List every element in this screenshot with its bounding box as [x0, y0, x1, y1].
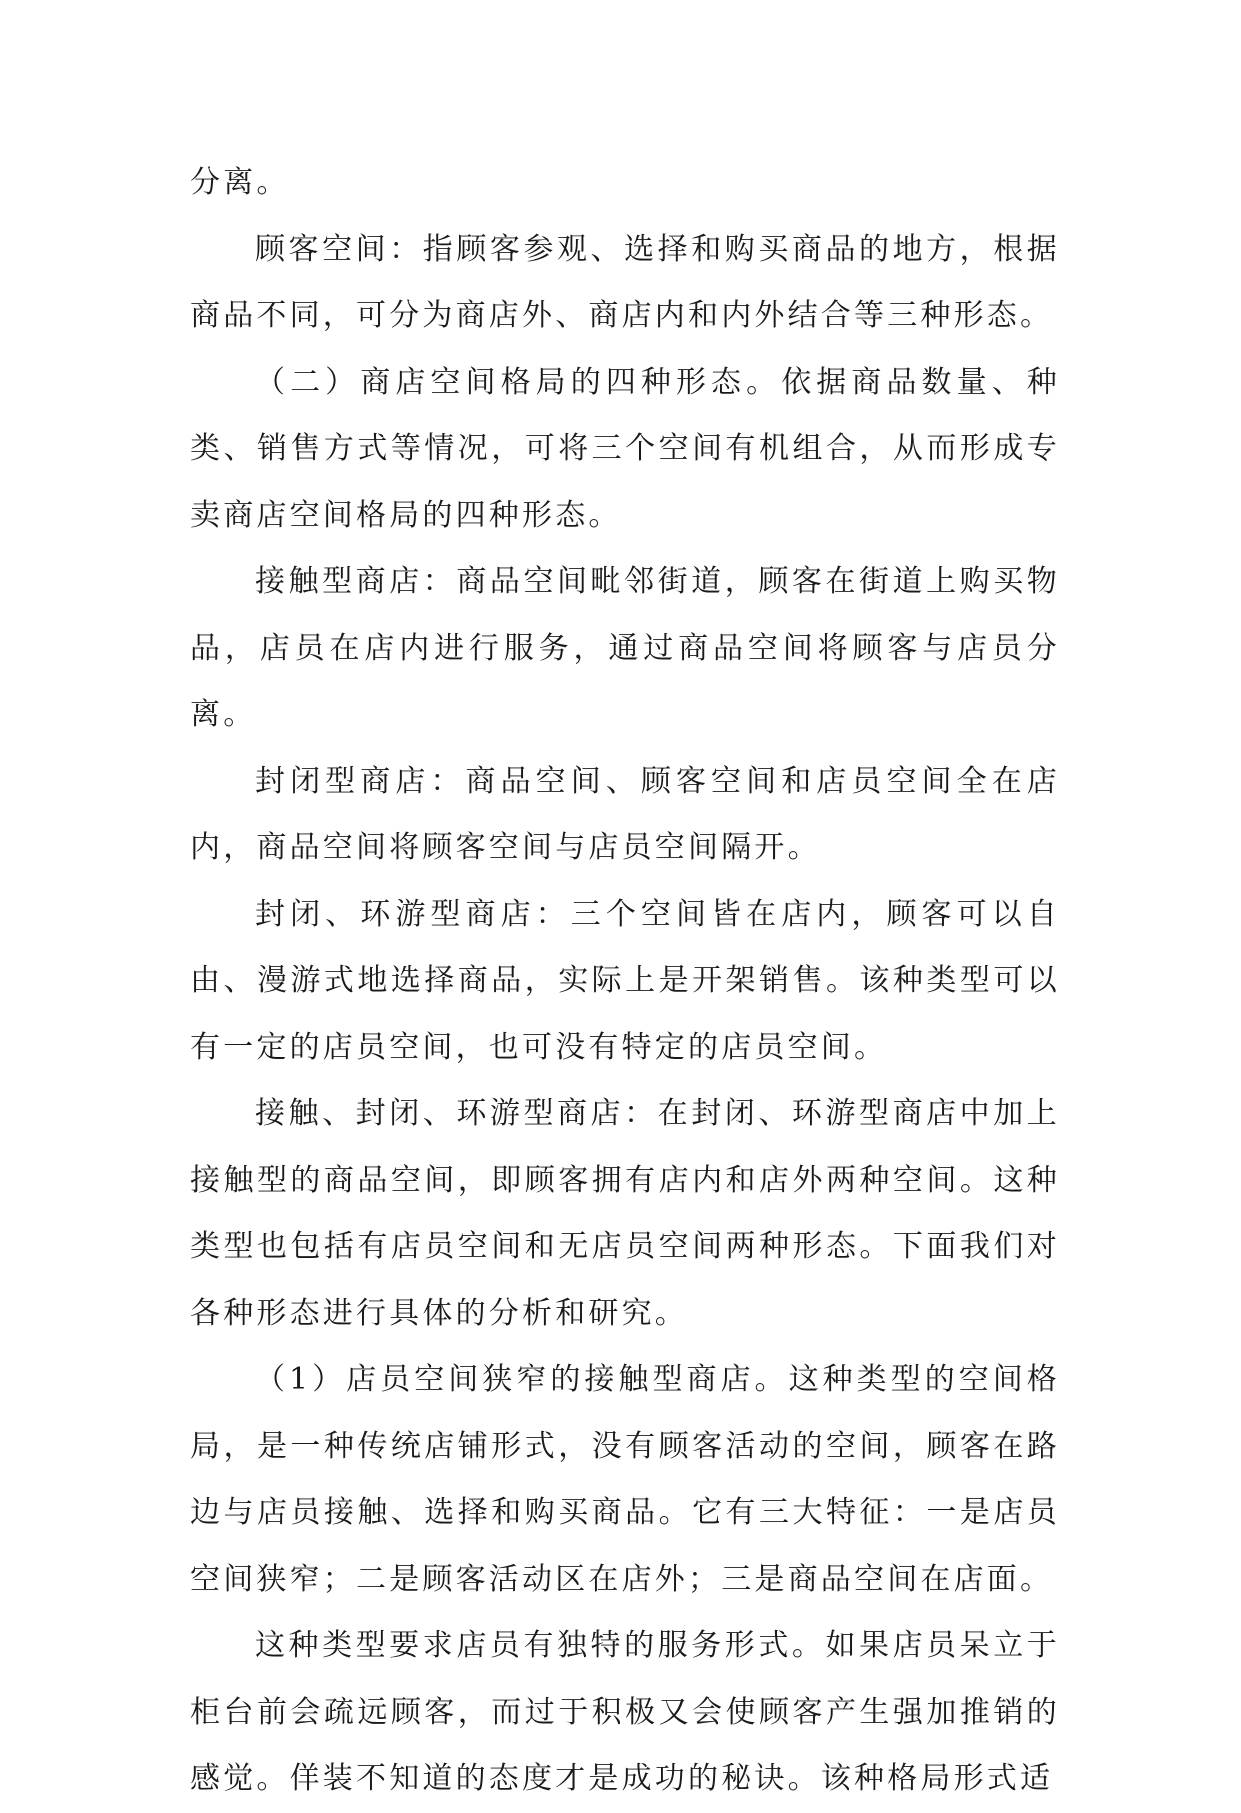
- paragraph: 这种类型要求店员有独特的服务形式。如果店员呆立于柜台前会疏远顾客，而过于积极又会使顾客产生强加推销的感觉。佯装不知道的态度才是成功的秘诀。该种格局形式适: [190, 1628, 1060, 1796]
- paragraph: 封闭型商店：商品空间、顾客空间和店员空间全在店内，商品空间将顾客空间与店员空间隔开。: [190, 763, 1060, 865]
- body-text: [190, 150, 1060, 1813]
- paragraph: （1）店员空间狭窄的接触型商店。这种类型的空间格局，是一种传统店铺形式，没有顾客活动的空间，顾客在路边与店员接触、选择和购买商品。它有三大特征：一是店员空间狭窄；二是顾客活动区在店外；三是商品空间在店面。: [190, 1362, 1060, 1597]
- paragraph: 接触型商店：商品空间毗邻街道，顾客在街道上购买物品，店员在店内进行服务，通过商品空间将顾客与店员分离。: [190, 564, 1060, 732]
- paragraph: 接触、封闭、环游型商店：在封闭、环游型商店中加上接触型的商品空间，即顾客拥有店内和店外两种空间。这种类型也包括有店员空间和无店员空间两种形态。下面我们对各种形态进行具体的分析和研究。: [190, 1096, 1060, 1331]
- paragraph: 顾客空间：指顾客参观、选择和购买商品的地方，根据商品不同，可分为商店外、商店内和内外结合等三种形态。: [190, 231, 1060, 333]
- paragraph: （二）商店空间格局的四种形态。依据商品数量、种类、销售方式等情况，可将三个空间有机组合，从而形成专卖商店空间格局的四种形态。: [190, 364, 1060, 533]
- paragraph: 封闭、环游型商店：三个空间皆在店内，顾客可以自由、漫游式地选择商品，实际上是开架销售。该种类型可以有一定的店员空间，也可没有特定的店员空间。: [190, 896, 1060, 1065]
- paragraph: 分离。: [190, 165, 290, 200]
